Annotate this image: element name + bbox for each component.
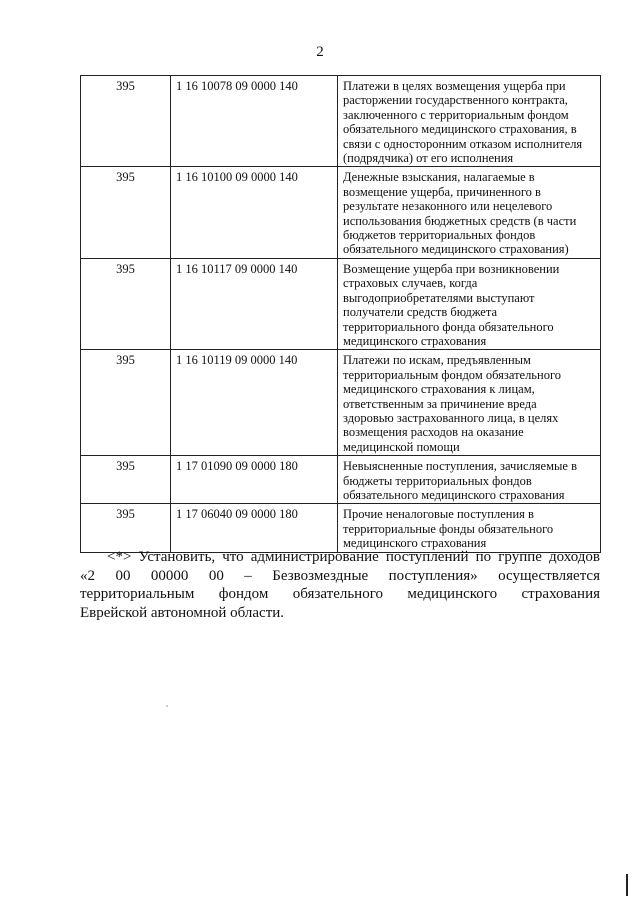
- description-line: заключенного с территориальным фондом: [343, 107, 569, 122]
- description-line: связи с односторонним отказом исполнителя: [343, 136, 583, 151]
- table-row: [81, 504, 601, 552]
- description-line: Возмещение ущерба при возникновении: [343, 261, 560, 276]
- description-line: ответственным за причинение вреда: [343, 396, 537, 411]
- income-code-cell: 1 16 10119 09 0000 140: [171, 350, 338, 456]
- footnote-line: «2 00 00000 00 – Безвозмездные поступления» осуществляется: [80, 567, 600, 584]
- description-line: результате незаконного или нецелевого: [343, 199, 553, 214]
- income-description-cell: [338, 504, 601, 552]
- footnote-line: Еврейской автономной области.: [80, 604, 285, 621]
- admin-code-cell: 395: [81, 504, 171, 552]
- admin-code-cell: 395: [81, 76, 171, 167]
- income-code-cell: 1 17 01090 09 0000 180: [171, 456, 338, 504]
- income-code-cell: 1 16 10078 09 0000 140: [171, 76, 338, 167]
- description-line: расторжении государственного контракта,: [343, 93, 568, 108]
- table-row: [81, 456, 601, 504]
- description-line: обязательного медицинского страхования: [343, 487, 565, 502]
- income-code-cell: 1 16 10117 09 0000 140: [171, 258, 338, 349]
- description-line: Платежи по искам, предъявленным: [343, 353, 531, 368]
- page-number: 2: [316, 44, 324, 60]
- table-row: [81, 167, 601, 258]
- scan-speck: [166, 705, 168, 707]
- income-description-cell: [338, 76, 601, 167]
- description-line: здоровью застрахованного лица, в целях: [343, 410, 559, 425]
- income-description-cell: [338, 456, 601, 504]
- description-line: выгодоприобретателями выступают: [343, 290, 535, 305]
- admin-code-cell: 395: [81, 258, 171, 349]
- description-line: медицинского страхования к лицам,: [343, 382, 535, 397]
- income-codes-table: [80, 75, 601, 553]
- income-description-cell: [338, 258, 601, 349]
- page-edge-mark: [626, 874, 628, 896]
- description-line: бюджеты территориальных фондов: [343, 473, 532, 488]
- description-line: медицинской помощи: [343, 439, 460, 454]
- description-line: Прочие неналоговые поступления в: [343, 507, 534, 522]
- description-line: возмещения расходов на оказание: [343, 425, 524, 440]
- footnote: [80, 548, 600, 622]
- description-line: территориальные фонды обязательного: [343, 521, 554, 536]
- description-line: территориального фонда обязательного: [343, 319, 554, 334]
- table-row: [81, 76, 601, 167]
- table-row: [81, 350, 601, 456]
- admin-code-cell: 395: [81, 350, 171, 456]
- description-line: использования бюджетных средств (в части: [343, 213, 577, 228]
- description-line: Невыясненные поступления, зачисляемые в: [343, 459, 577, 474]
- description-line: страховых случаев, когда: [343, 276, 478, 291]
- description-line: обязательного медицинского страхования, в: [343, 122, 577, 137]
- footnote-line: <*> Установить, что администрирование поступлений по группе доходов: [107, 549, 600, 565]
- description-line: обязательного медицинского страхования): [343, 242, 569, 257]
- description-line: возмещение ущерба, причиненного в: [343, 184, 541, 199]
- description-line: (подрядчика) от его исполнения: [343, 151, 514, 166]
- footnote-line: территориальным фондом обязательного медицинского страхования: [80, 586, 600, 603]
- income-code-cell: 1 16 10100 09 0000 140: [171, 167, 338, 258]
- description-line: бюджетов территориальных фондов: [343, 228, 536, 243]
- description-line: Денежные взыскания, налагаемые в: [343, 170, 535, 185]
- income-description-cell: [338, 167, 601, 258]
- description-line: медицинского страхования: [343, 536, 487, 551]
- income-code-cell: 1 17 06040 09 0000 180: [171, 504, 338, 552]
- admin-code-cell: 395: [81, 167, 171, 258]
- admin-code-cell: 395: [81, 456, 171, 504]
- income-description-cell: [338, 350, 601, 456]
- description-line: получатели средств бюджета: [343, 305, 498, 320]
- description-line: Платежи в целях возмещения ущерба при: [343, 79, 566, 93]
- description-line: территориальным фондом обязательного: [343, 367, 562, 382]
- table-row: [81, 258, 601, 349]
- description-line: медицинского страхования: [343, 333, 487, 348]
